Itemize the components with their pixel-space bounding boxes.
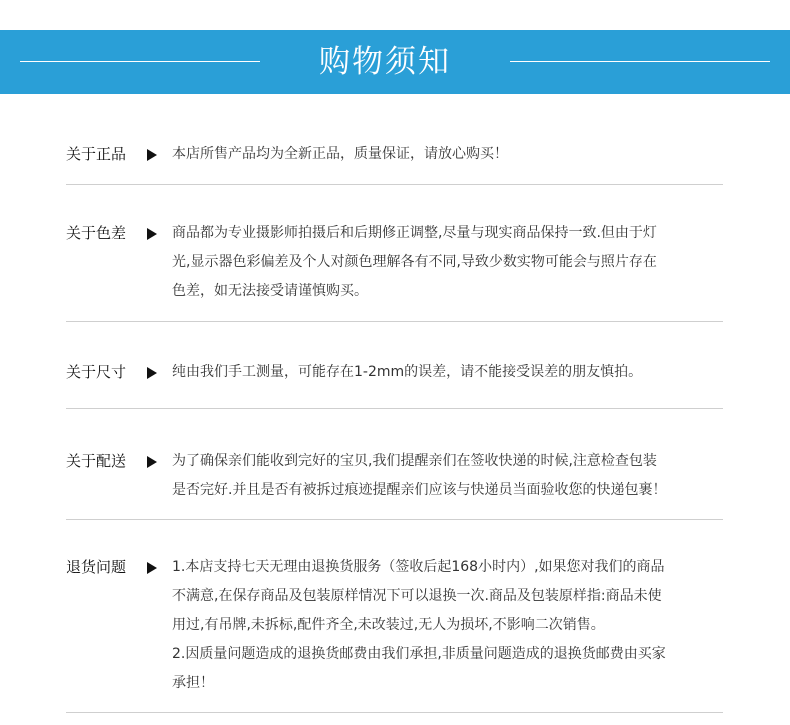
item-content bbox=[172, 553, 732, 698]
content-line: 是否完好.并且是否有被拆过痕迹提醒亲们应该与快递员当面验收您的快递包裹！ bbox=[172, 482, 667, 498]
content-line: 不满意,在保存商品及包装原样情况下可以退换一次.商品及包装原样指:商品未使 bbox=[172, 588, 662, 604]
play-arrow-icon bbox=[147, 149, 157, 161]
banner-left-line bbox=[20, 61, 260, 62]
banner-right-line bbox=[510, 61, 770, 62]
item-content bbox=[172, 358, 732, 387]
item-label: 关于正品 bbox=[66, 145, 127, 163]
play-arrow-icon bbox=[147, 562, 157, 574]
content-line: 商品都为专业摄影师拍摄后和后期修正调整,尽量与现实商品保持一致.但由于灯 bbox=[172, 225, 657, 241]
header-banner bbox=[0, 30, 790, 94]
content-line: 色差，如无法接受请谨慎购买。 bbox=[172, 283, 368, 299]
item-label: 退货问题 bbox=[66, 558, 127, 576]
page-title: 购物须知 bbox=[319, 44, 451, 80]
item-label: 关于配送 bbox=[66, 452, 127, 470]
play-arrow-icon bbox=[147, 456, 157, 468]
item-content bbox=[172, 447, 732, 505]
content-line: 2.因质量问题造成的退换货邮费由我们承担,非质量问题造成的退换货邮费由买家 bbox=[172, 646, 666, 662]
content-line: 1.本店支持七天无理由退换货服务（签收后起168小时内）,如果您对我们的商品 bbox=[172, 559, 665, 575]
content-line: 承担！ bbox=[172, 675, 214, 691]
item-label: 关于尺寸 bbox=[66, 363, 127, 381]
play-arrow-icon bbox=[147, 228, 157, 240]
item-content bbox=[172, 219, 732, 306]
divider bbox=[66, 519, 723, 520]
item-label: 关于色差 bbox=[66, 224, 127, 242]
content-line: 光,显示器色彩偏差及个人对颜色理解各有不同,导致少数实物可能会与照片存在 bbox=[172, 254, 657, 270]
content-line: 为了确保亲们能收到完好的宝贝,我们提醒亲们在签收快递的时候,注意检查包装 bbox=[172, 453, 657, 469]
divider bbox=[66, 184, 723, 185]
content-line: 纯由我们手工测量，可能存在1-2mm的误差，请不能接受误差的朋友慎拍。 bbox=[172, 364, 643, 380]
content-line: 本店所售产品均为全新正品，质量保证，请放心购买！ bbox=[172, 146, 508, 162]
content-line: 用过,有吊牌,未拆标,配件齐全,未改装过,无人为损坏,不影响二次销售。 bbox=[172, 617, 605, 633]
item-content bbox=[172, 140, 732, 169]
play-arrow-icon bbox=[147, 367, 157, 379]
divider bbox=[66, 321, 723, 322]
divider bbox=[66, 408, 723, 409]
divider bbox=[66, 712, 723, 713]
